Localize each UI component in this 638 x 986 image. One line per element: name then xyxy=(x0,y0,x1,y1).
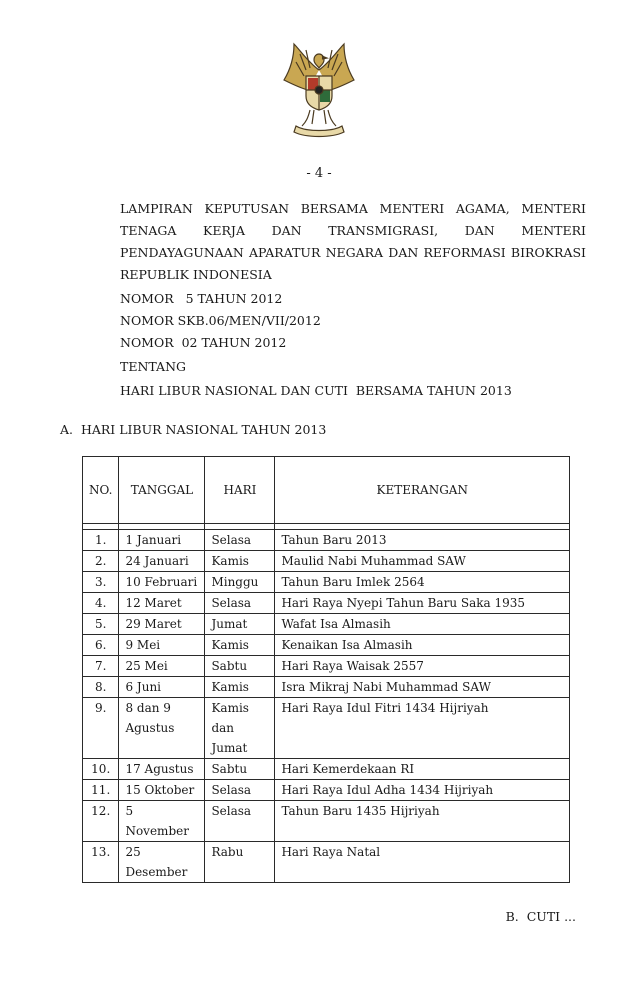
table-row xyxy=(83,842,570,883)
cell-tanggal: 10 Februari xyxy=(119,572,205,593)
table-row xyxy=(83,572,570,593)
nomor-line-1: NOMOR 5 TAHUN 2012 xyxy=(120,291,283,306)
cell-keterangan: Tahun Baru 2013 xyxy=(275,530,570,551)
lampiran-line-2: TENAGA KERJA DAN TRANSMIGRASI, DAN MENTERI xyxy=(120,223,586,238)
tentang-label: TENTANG xyxy=(120,359,187,374)
cell-no: 10. xyxy=(83,759,119,780)
lampiran-line-3: PENDAYAGUNAAN APARATUR NEGARA DAN REFORMASI BIROKRASI xyxy=(120,245,586,260)
cell-hari: Kamis dan Jumat xyxy=(205,698,275,759)
table-row xyxy=(83,635,570,656)
cell-no: 12. xyxy=(83,801,119,842)
cell-no: 5. xyxy=(83,614,119,635)
holiday-table-body xyxy=(83,530,570,883)
cell-no: 2. xyxy=(83,551,119,572)
holiday-table xyxy=(82,456,570,883)
document-subject: HARI LIBUR NASIONAL DAN CUTI BERSAMA TAHUN 2013 xyxy=(120,383,512,398)
cell-keterangan: Tahun Baru 1435 Hijriyah xyxy=(275,801,570,842)
cell-tanggal: 9 Mei xyxy=(119,635,205,656)
cell-tanggal: 12 Maret xyxy=(119,593,205,614)
cell-no: 1. xyxy=(83,530,119,551)
cell-no: 7. xyxy=(83,656,119,677)
cell-hari: Jumat xyxy=(205,614,275,635)
cell-no: 11. xyxy=(83,780,119,801)
cell-tanggal: 5 November xyxy=(119,801,205,842)
page-number: - 4 - xyxy=(306,166,332,181)
cell-tanggal: 25 Mei xyxy=(119,656,205,677)
section-a-title: A. HARI LIBUR NASIONAL TAHUN 2013 xyxy=(60,422,327,437)
cell-hari: Selasa xyxy=(205,593,275,614)
lampiran-line-1: LAMPIRAN KEPUTUSAN BERSAMA MENTERI AGAMA, MENTERI xyxy=(120,201,586,216)
header-tanggal: TANGGAL xyxy=(119,457,205,524)
header-keterangan: KETERANGAN xyxy=(275,457,570,524)
cell-hari: Kamis xyxy=(205,551,275,572)
nomor-line-3: NOMOR 02 TAHUN 2012 xyxy=(120,335,287,350)
cell-keterangan: Hari Raya Waisak 2557 xyxy=(275,656,570,677)
table-row xyxy=(83,759,570,780)
table-row xyxy=(83,530,570,551)
cell-keterangan: Kenaikan Isa Almasih xyxy=(275,635,570,656)
cell-tanggal: 17 Agustus xyxy=(119,759,205,780)
header-no: NO. xyxy=(83,457,119,524)
table-row xyxy=(83,551,570,572)
cell-tanggal: 8 dan 9 Agustus xyxy=(119,698,205,759)
cell-hari: Sabtu xyxy=(205,759,275,780)
cell-hari: Rabu xyxy=(205,842,275,883)
cell-keterangan: Isra Mikraj Nabi Muhammad SAW xyxy=(275,677,570,698)
cell-keterangan: Maulid Nabi Muhammad SAW xyxy=(275,551,570,572)
cell-keterangan: Hari Raya Idul Adha 1434 Hijriyah xyxy=(275,780,570,801)
cell-tanggal: 15 Oktober xyxy=(119,780,205,801)
table-row xyxy=(83,780,570,801)
cell-hari: Selasa xyxy=(205,801,275,842)
cell-tanggal: 6 Juni xyxy=(119,677,205,698)
cell-tanggal: 1 Januari xyxy=(119,530,205,551)
cell-no: 4. xyxy=(83,593,119,614)
cell-no: 8. xyxy=(83,677,119,698)
cell-keterangan: Hari Raya Idul Fitri 1434 Hijriyah xyxy=(275,698,570,759)
cell-no: 9. xyxy=(83,698,119,759)
cell-hari: Selasa xyxy=(205,780,275,801)
cell-hari: Kamis xyxy=(205,635,275,656)
nomor-line-2: NOMOR SKB.06/MEN/VII/2012 xyxy=(120,313,321,328)
garuda-emblem-icon xyxy=(270,40,368,140)
lampiran-line-4: REPUBLIK INDONESIA xyxy=(120,267,272,282)
next-page-marker: B. CUTI ... xyxy=(505,909,576,924)
cell-hari: Kamis xyxy=(205,677,275,698)
table-row xyxy=(83,801,570,842)
table-row xyxy=(83,593,570,614)
header-hari: HARI xyxy=(205,457,275,524)
cell-keterangan: Hari Raya Nyepi Tahun Baru Saka 1935 xyxy=(275,593,570,614)
cell-tanggal: 29 Maret xyxy=(119,614,205,635)
cell-tanggal: 25 Desember xyxy=(119,842,205,883)
cell-no: 3. xyxy=(83,572,119,593)
cell-keterangan: Hari Kemerdekaan RI xyxy=(275,759,570,780)
nomor-block xyxy=(120,288,586,354)
table-row xyxy=(83,614,570,635)
cell-tanggal: 24 Januari xyxy=(119,551,205,572)
cell-keterangan: Tahun Baru Imlek 2564 xyxy=(275,572,570,593)
table-row xyxy=(83,677,570,698)
cell-hari: Selasa xyxy=(205,530,275,551)
cell-hari: Sabtu xyxy=(205,656,275,677)
table-row xyxy=(83,656,570,677)
cell-hari: Minggu xyxy=(205,572,275,593)
cell-no: 13. xyxy=(83,842,119,883)
lampiran-heading xyxy=(120,198,586,286)
cell-keterangan: Hari Raya Natal xyxy=(275,842,570,883)
table-header-row xyxy=(83,457,570,524)
table-row xyxy=(83,698,570,759)
cell-no: 6. xyxy=(83,635,119,656)
cell-keterangan: Wafat Isa Almasih xyxy=(275,614,570,635)
